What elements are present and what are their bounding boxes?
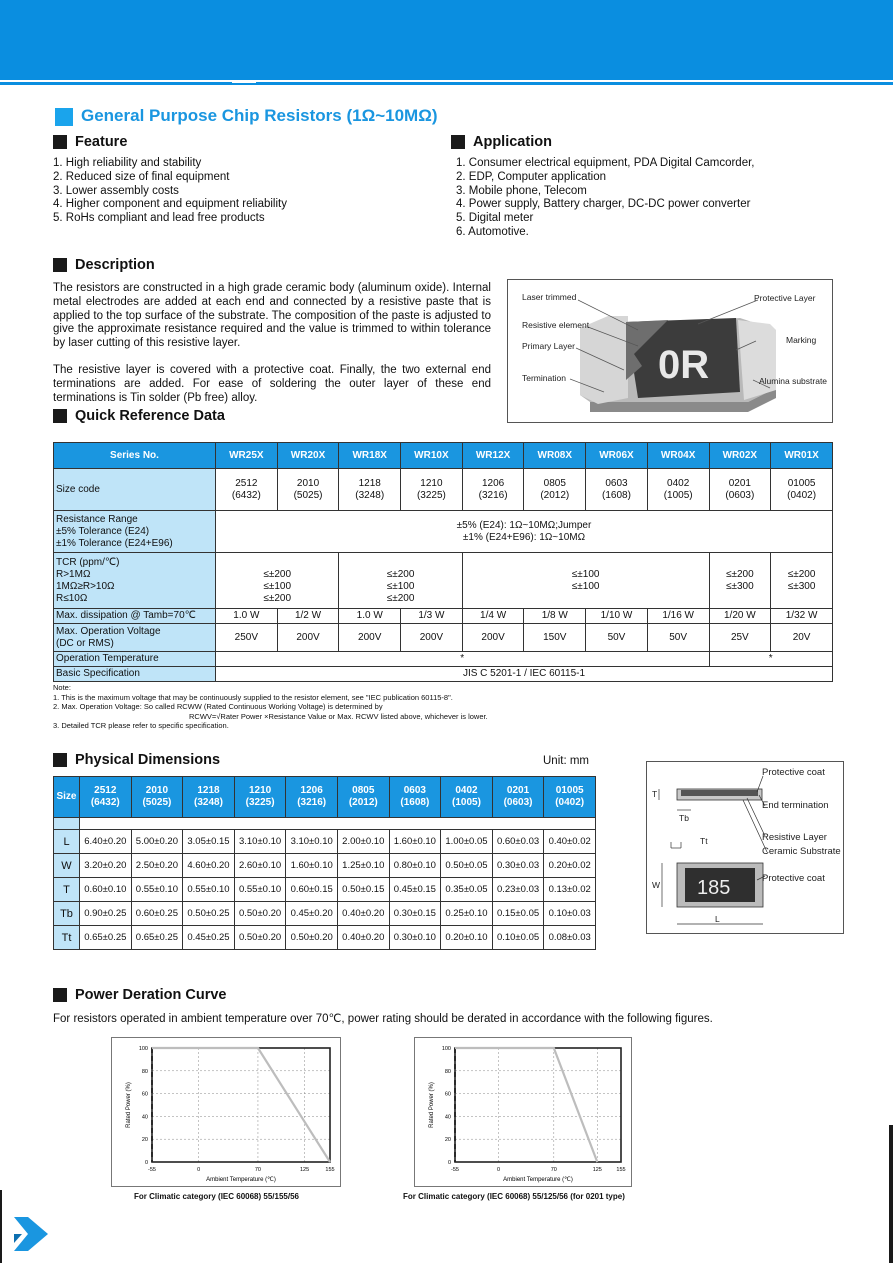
voltage-cell: 150V — [524, 624, 586, 652]
y-tick-label: 100 — [441, 1046, 451, 1052]
size-cell: 0402 (1005) — [647, 469, 709, 511]
plot-frame — [152, 1048, 330, 1162]
dim-cell: 0.65±0.25 — [80, 926, 132, 950]
heading-square-icon — [53, 258, 67, 272]
size-col-header: 01005 (0402) — [544, 777, 596, 818]
row-label: Basic Specification — [54, 667, 216, 682]
dim-cell: 0.55±0.10 — [131, 878, 183, 902]
size-col-header: 1218 (3248) — [183, 777, 235, 818]
voltage-cell: 200V — [401, 624, 463, 652]
series-cell: WR06X — [586, 443, 648, 469]
size-col-header: 0201 (0603) — [492, 777, 544, 818]
dim-cell: 1.00±0.05 — [441, 830, 493, 854]
label-marking: Marking — [786, 335, 817, 345]
series-cell: WR20X — [277, 443, 339, 469]
y-tick-label: 40 — [141, 1114, 148, 1121]
series-cell: WR10X — [401, 443, 463, 469]
heading-square-icon — [451, 135, 465, 149]
list-item: 4. Higher component and equipment reliability — [53, 198, 287, 211]
dim-cell: 0.50±0.20 — [234, 926, 286, 950]
tcr-cell: ≤±200 ≤±300 — [709, 553, 771, 609]
dim-cell: 0.60±0.15 — [286, 878, 338, 902]
dim-cell: 0.10±0.03 — [544, 902, 596, 926]
x-tick-label: 0 — [197, 1167, 201, 1173]
chart-2-caption: For Climatic category (IEC 60068) 55/125/56 (for 0201 type) — [403, 1192, 625, 1201]
voltage-cell: 250V — [216, 624, 278, 652]
dim-cell: 0.50±0.20 — [234, 902, 286, 926]
label-end-termination: End termination — [762, 800, 829, 811]
dim-cell: 1.25±0.10 — [337, 854, 389, 878]
dim-cell: 0.55±0.10 — [183, 878, 235, 902]
dim-label: Tt — [54, 926, 80, 950]
deration-chart-1-svg — [112, 1038, 340, 1186]
x-tick-label: 0 — [496, 1167, 501, 1173]
tcr-cell: ≤±200 ≤±100 ≤±200 — [216, 553, 339, 609]
x-tick-label: 70 — [254, 1167, 262, 1173]
row-label: Resistance Range ±5% Tolerance (E24) ±1% Tolerance (E24+E96) — [54, 511, 216, 553]
y-tick-label: 0 — [447, 1160, 451, 1166]
x-tick-label: 70 — [550, 1167, 557, 1173]
dim-label: Tb — [54, 902, 80, 926]
power-cell: 1.0 W — [216, 609, 278, 624]
dim-cell: 0.40±0.20 — [337, 926, 389, 950]
y-axis-label: Rated Power (%) — [429, 1082, 435, 1128]
y-tick-label: 20 — [444, 1137, 451, 1144]
list-item: 1. Consumer electrical equipment, PDA Digital Camcorder, — [456, 157, 755, 169]
power-cell: 1/2 W — [277, 609, 339, 624]
size-col-header: 2512 (6432) — [80, 777, 132, 818]
list-item: 3. Lower assembly costs — [53, 184, 179, 197]
size-cell: 1210 (3225) — [401, 469, 463, 511]
power-cell: 1/20 W — [709, 609, 771, 624]
physical-dimensions-table — [53, 776, 596, 950]
chip-marking-text: 0R — [658, 343, 710, 387]
label-tt: Tt — [700, 836, 708, 846]
series-cell: WR08X — [524, 443, 586, 469]
table-row — [54, 830, 596, 854]
size-header: Size — [54, 777, 80, 818]
quick-reference-table — [53, 442, 833, 682]
power-cell: 1/32 W — [771, 609, 833, 624]
y-tick-label: 40 — [444, 1114, 451, 1121]
deration-chart-2-svg — [415, 1038, 631, 1186]
dim-cell: 1.60±0.10 — [389, 830, 441, 854]
label-resistive-layer: Resistive Layer — [762, 832, 827, 843]
power-cell: 1/4 W — [462, 609, 524, 624]
series-cell: WR01X — [771, 443, 833, 469]
note-line: Note: — [53, 683, 71, 692]
table-row — [54, 777, 596, 818]
x-tick-label: -55 — [148, 1167, 156, 1173]
chart-1-caption: For Climatic category (IEC 60068) 55/155/56 — [134, 1192, 299, 1201]
x-tick-label: 155 — [325, 1167, 335, 1173]
list-item: 5. RoHs compliant and lead free products — [53, 212, 265, 225]
y-tick-label: 80 — [141, 1068, 148, 1075]
dim-label: T — [54, 878, 80, 902]
dim-cell: 0.10±0.05 — [492, 926, 544, 950]
row-label: Max. dissipation @ Tamb=70℃ — [54, 609, 216, 624]
dim-cell: 4.60±0.20 — [183, 854, 235, 878]
size-col-header: 1210 (3225) — [234, 777, 286, 818]
label-protective-coat-2: Protective coat — [762, 873, 825, 884]
label-protective-coat: Protective coat — [762, 767, 825, 778]
dim-cell: 0.90±0.25 — [80, 902, 132, 926]
dim-cell: 0.65±0.25 — [131, 926, 183, 950]
power-cell: 1/16 W — [647, 609, 709, 624]
size-col-header: 1206 (3216) — [286, 777, 338, 818]
series-cell: WR18X — [339, 443, 401, 469]
page-arrow-icon — [14, 1213, 50, 1255]
list-item: 3. Mobile phone, Telecom — [456, 184, 587, 197]
header-tick — [232, 81, 256, 83]
row-label: Max. Operation Voltage (DC or RMS) — [54, 624, 216, 652]
dim-cell: 0.50±0.05 — [441, 854, 493, 878]
table-notes — [53, 683, 613, 731]
note-line: 1. This is the maximum voltage that may be continuously supplied to the resistor element, see "IEC publication 60115-8". — [53, 692, 453, 702]
dim-cell: 0.40±0.02 — [544, 830, 596, 854]
size-col-header: 0805 (2012) — [337, 777, 389, 818]
note-line: 2. Max. Operation Voltage: So called RCWW (Rated Continuous Working Voltage) is determined by — [53, 702, 383, 711]
size-col-header: 0402 (1005) — [441, 777, 493, 818]
dimension-diagram — [646, 761, 844, 934]
size-cell: 0805 (2012) — [524, 469, 586, 511]
dim-cell: 1.60±0.10 — [286, 854, 338, 878]
table-row — [54, 624, 833, 652]
y-tick-label: 100 — [138, 1046, 148, 1052]
page-title: General Purpose Chip Resistors (1Ω~10MΩ) — [55, 106, 438, 126]
x-tick-label: -55 — [451, 1167, 459, 1173]
power-cell: 1.0 W — [339, 609, 401, 624]
voltage-cell: 25V — [709, 624, 771, 652]
power-cell: 1/8 W — [524, 609, 586, 624]
x-tick-label: 125 — [592, 1167, 602, 1173]
dim-label: W — [54, 854, 80, 878]
table-row — [54, 469, 833, 511]
x-axis-label: Ambient Temperature (℃) — [503, 1177, 573, 1183]
voltage-cell: 50V — [586, 624, 648, 652]
list-item: 1. High reliability and stability — [53, 157, 202, 169]
size-cell: 1218 (3248) — [339, 469, 401, 511]
row-label: TCR (ppm/℃) R>1MΩ 1MΩ≥R>10Ω R≤10Ω — [54, 553, 216, 609]
y-tick-label: 60 — [141, 1091, 148, 1098]
dim-cell: 0.30±0.10 — [389, 926, 441, 950]
feature-list — [53, 157, 287, 226]
description-text — [53, 282, 491, 418]
quick-reference-heading: Quick Reference Data — [53, 408, 225, 424]
description-paragraph: The resistive layer is covered with a protective coat. Finally, the two external end terminations are added. For ease of soldering the outer layer of these end terminations is Tin solder (Pb free) alloy. — [53, 363, 491, 404]
range-cell: ±5% (E24): 1Ω~10MΩ;Jumper ±1% (E24+E96): 1Ω~10MΩ — [216, 511, 833, 553]
derating-series-line — [152, 1048, 330, 1162]
deration-text: For resistors operated in ambient temperature over 70℃, power rating should be derated in accordance with the following figures. — [53, 1013, 713, 1025]
power-cell: 1/10 W — [586, 609, 648, 624]
construction-diagram — [507, 279, 833, 423]
table-row — [54, 878, 596, 902]
dim-cell: 3.10±0.10 — [234, 830, 286, 854]
deration-chart-2 — [414, 1037, 632, 1187]
x-axis-label: Ambient Temperature (℃) — [206, 1177, 276, 1183]
spec-cell: JIS C 5201-1 / IEC 60115-1 — [216, 667, 833, 682]
dim-cell: 0.25±0.10 — [441, 902, 493, 926]
dim-cell: 5.00±0.20 — [131, 830, 183, 854]
table-row — [54, 667, 833, 682]
series-cell: WR25X — [216, 443, 278, 469]
dim-cell: 0.45±0.15 — [389, 878, 441, 902]
dim-cell: 0.13±0.02 — [544, 878, 596, 902]
deration-heading: Power Deration Curve — [53, 987, 227, 1003]
row-label: Size code — [54, 469, 216, 511]
tcr-cell: ≤±100 ≤±100 — [462, 553, 709, 609]
y-tick-label: 60 — [444, 1091, 451, 1098]
title-square-icon — [55, 108, 73, 126]
label-l: L — [715, 914, 720, 924]
y-axis-label: Rated Power (%) — [126, 1082, 132, 1128]
dim-cell: 0.45±0.20 — [286, 902, 338, 926]
size-col-header: 2010 (5025) — [131, 777, 183, 818]
table-row — [54, 818, 596, 830]
plot-frame — [455, 1048, 621, 1162]
dim-cell: 0.50±0.15 — [337, 878, 389, 902]
size-cell: 1206 (3216) — [462, 469, 524, 511]
table-row — [54, 854, 596, 878]
heading-square-icon — [53, 409, 67, 423]
label-termination: Termination — [522, 373, 566, 383]
voltage-cell: 200V — [277, 624, 339, 652]
table-row — [54, 609, 833, 624]
table-row — [54, 553, 833, 609]
dim-label: L — [54, 830, 80, 854]
description-heading: Description — [53, 257, 155, 273]
dim-cell: 0.23±0.03 — [492, 878, 544, 902]
table-row — [54, 511, 833, 553]
dim-cell: 3.10±0.10 — [286, 830, 338, 854]
x-tick-label: 155 — [616, 1167, 626, 1173]
power-cell: 1/3 W — [401, 609, 463, 624]
header-rule — [0, 82, 893, 85]
tcr-cell: ≤±200 ≤±300 — [771, 553, 833, 609]
dim-cell: 0.60±0.10 — [80, 878, 132, 902]
dim-cell: 0.50±0.25 — [183, 902, 235, 926]
dim-cell: 0.35±0.05 — [441, 878, 493, 902]
y-tick-label: 0 — [144, 1160, 148, 1166]
series-cell: WR02X — [709, 443, 771, 469]
dim-cell: 0.30±0.03 — [492, 854, 544, 878]
page-edge-mark-right — [889, 1125, 893, 1263]
dim-cell: 0.45±0.25 — [183, 926, 235, 950]
dim-cell: 0.50±0.20 — [286, 926, 338, 950]
dim-cell: 0.20±0.02 — [544, 854, 596, 878]
list-item: 6. Automotive. — [456, 225, 529, 238]
physical-heading: Physical Dimensions — [53, 752, 220, 768]
list-item: 2. Reduced size of final equipment — [53, 170, 230, 183]
application-list — [456, 157, 755, 240]
label-w: W — [652, 880, 661, 890]
dim-cell: 0.30±0.15 — [389, 902, 441, 926]
heading-square-icon — [53, 988, 67, 1002]
dim-cell: 0.20±0.10 — [441, 926, 493, 950]
size-cell: 2512 (6432) — [216, 469, 278, 511]
dim-cell: 0.55±0.10 — [234, 878, 286, 902]
dim-cell: 2.50±0.20 — [131, 854, 183, 878]
dim-cell: 3.05±0.15 — [183, 830, 235, 854]
size-cell: 0201 (0603) — [709, 469, 771, 511]
list-item: 2. EDP, Computer application — [456, 170, 607, 183]
feature-heading: Feature — [53, 134, 127, 150]
series-header: Series No. — [54, 443, 216, 469]
dim-cell: 0.60±0.25 — [131, 902, 183, 926]
row-label: Operation Temperature — [54, 652, 216, 667]
chip-code-text: 185 — [697, 877, 731, 899]
y-tick-label: 80 — [444, 1068, 451, 1075]
dim-cell: 2.00±0.10 — [337, 830, 389, 854]
page-edge-mark — [0, 1190, 2, 1263]
size-col-header: 0603 (1608) — [389, 777, 441, 818]
label-primary-layer: Primary Layer — [522, 341, 575, 351]
dim-cell: 0.80±0.10 — [389, 854, 441, 878]
dim-cell: 2.60±0.10 — [234, 854, 286, 878]
table-row — [54, 926, 596, 950]
dim-cell: 0.15±0.05 — [492, 902, 544, 926]
voltage-cell: 50V — [647, 624, 709, 652]
dim-cell: 3.20±0.20 — [80, 854, 132, 878]
label-t: T — [652, 789, 658, 799]
label-ceramic-substrate: Ceramic Substrate — [762, 846, 841, 857]
size-cell: 2010 (5025) — [277, 469, 339, 511]
unit-label: Unit: mm — [543, 755, 589, 767]
dim-cell: 0.60±0.03 — [492, 830, 544, 854]
series-cell: WR12X — [462, 443, 524, 469]
application-heading: Application — [451, 134, 552, 150]
label-tb: Tb — [679, 813, 689, 823]
tcr-cell: ≤±200 ≤±100 ≤±200 — [339, 553, 462, 609]
list-item: 5. Digital meter — [456, 212, 534, 225]
label-laser-trimmed: Laser trimmed — [522, 292, 577, 302]
dim-cell: 6.40±0.20 — [80, 830, 132, 854]
heading-square-icon — [53, 753, 67, 767]
header-band — [0, 0, 893, 80]
size-cell: 0603 (1608) — [586, 469, 648, 511]
table-row — [54, 652, 833, 667]
dim-cell: 0.08±0.03 — [544, 926, 596, 950]
voltage-cell: 200V — [462, 624, 524, 652]
list-item: 4. Power supply, Battery charger, DC-DC power converter — [456, 198, 751, 211]
y-tick-label: 20 — [141, 1137, 148, 1144]
voltage-cell: 20V — [771, 624, 833, 652]
note-line: RCWV=√Rater Power ×Resistance Value or Max. RCWV listed above, whichever is lower. — [189, 711, 488, 721]
deration-chart-1 — [111, 1037, 341, 1187]
derating-series-line — [455, 1048, 597, 1162]
dim-cell: 0.40±0.20 — [337, 902, 389, 926]
x-tick-label: 125 — [299, 1167, 310, 1173]
note-line: 3. Detailed TCR please refer to specific specification. — [53, 721, 229, 730]
label-protective-layer: Protective Layer — [754, 293, 816, 303]
table-row — [54, 902, 596, 926]
heading-square-icon — [53, 135, 67, 149]
optemp-cell: * — [709, 652, 833, 667]
size-cell: 01005 (0402) — [771, 469, 833, 511]
description-paragraph: The resistors are constructed in a high grade ceramic body (aluminum oxide). Internal metal electrodes are added at each end and connected by a resistive paste that is applied to the top surface of the substrate. The composition of the paste is adjusted to give the approximate resistance required and the value is trimmed to within tolerance by laser cutting of this resistive layer. — [53, 282, 491, 350]
table-row — [54, 443, 833, 469]
series-cell: WR04X — [647, 443, 709, 469]
voltage-cell: 200V — [339, 624, 401, 652]
optemp-cell: * — [216, 652, 710, 667]
label-resistive-element: Resistive element — [522, 320, 590, 330]
label-alumina-substrate: Alumina substrate — [759, 376, 828, 386]
